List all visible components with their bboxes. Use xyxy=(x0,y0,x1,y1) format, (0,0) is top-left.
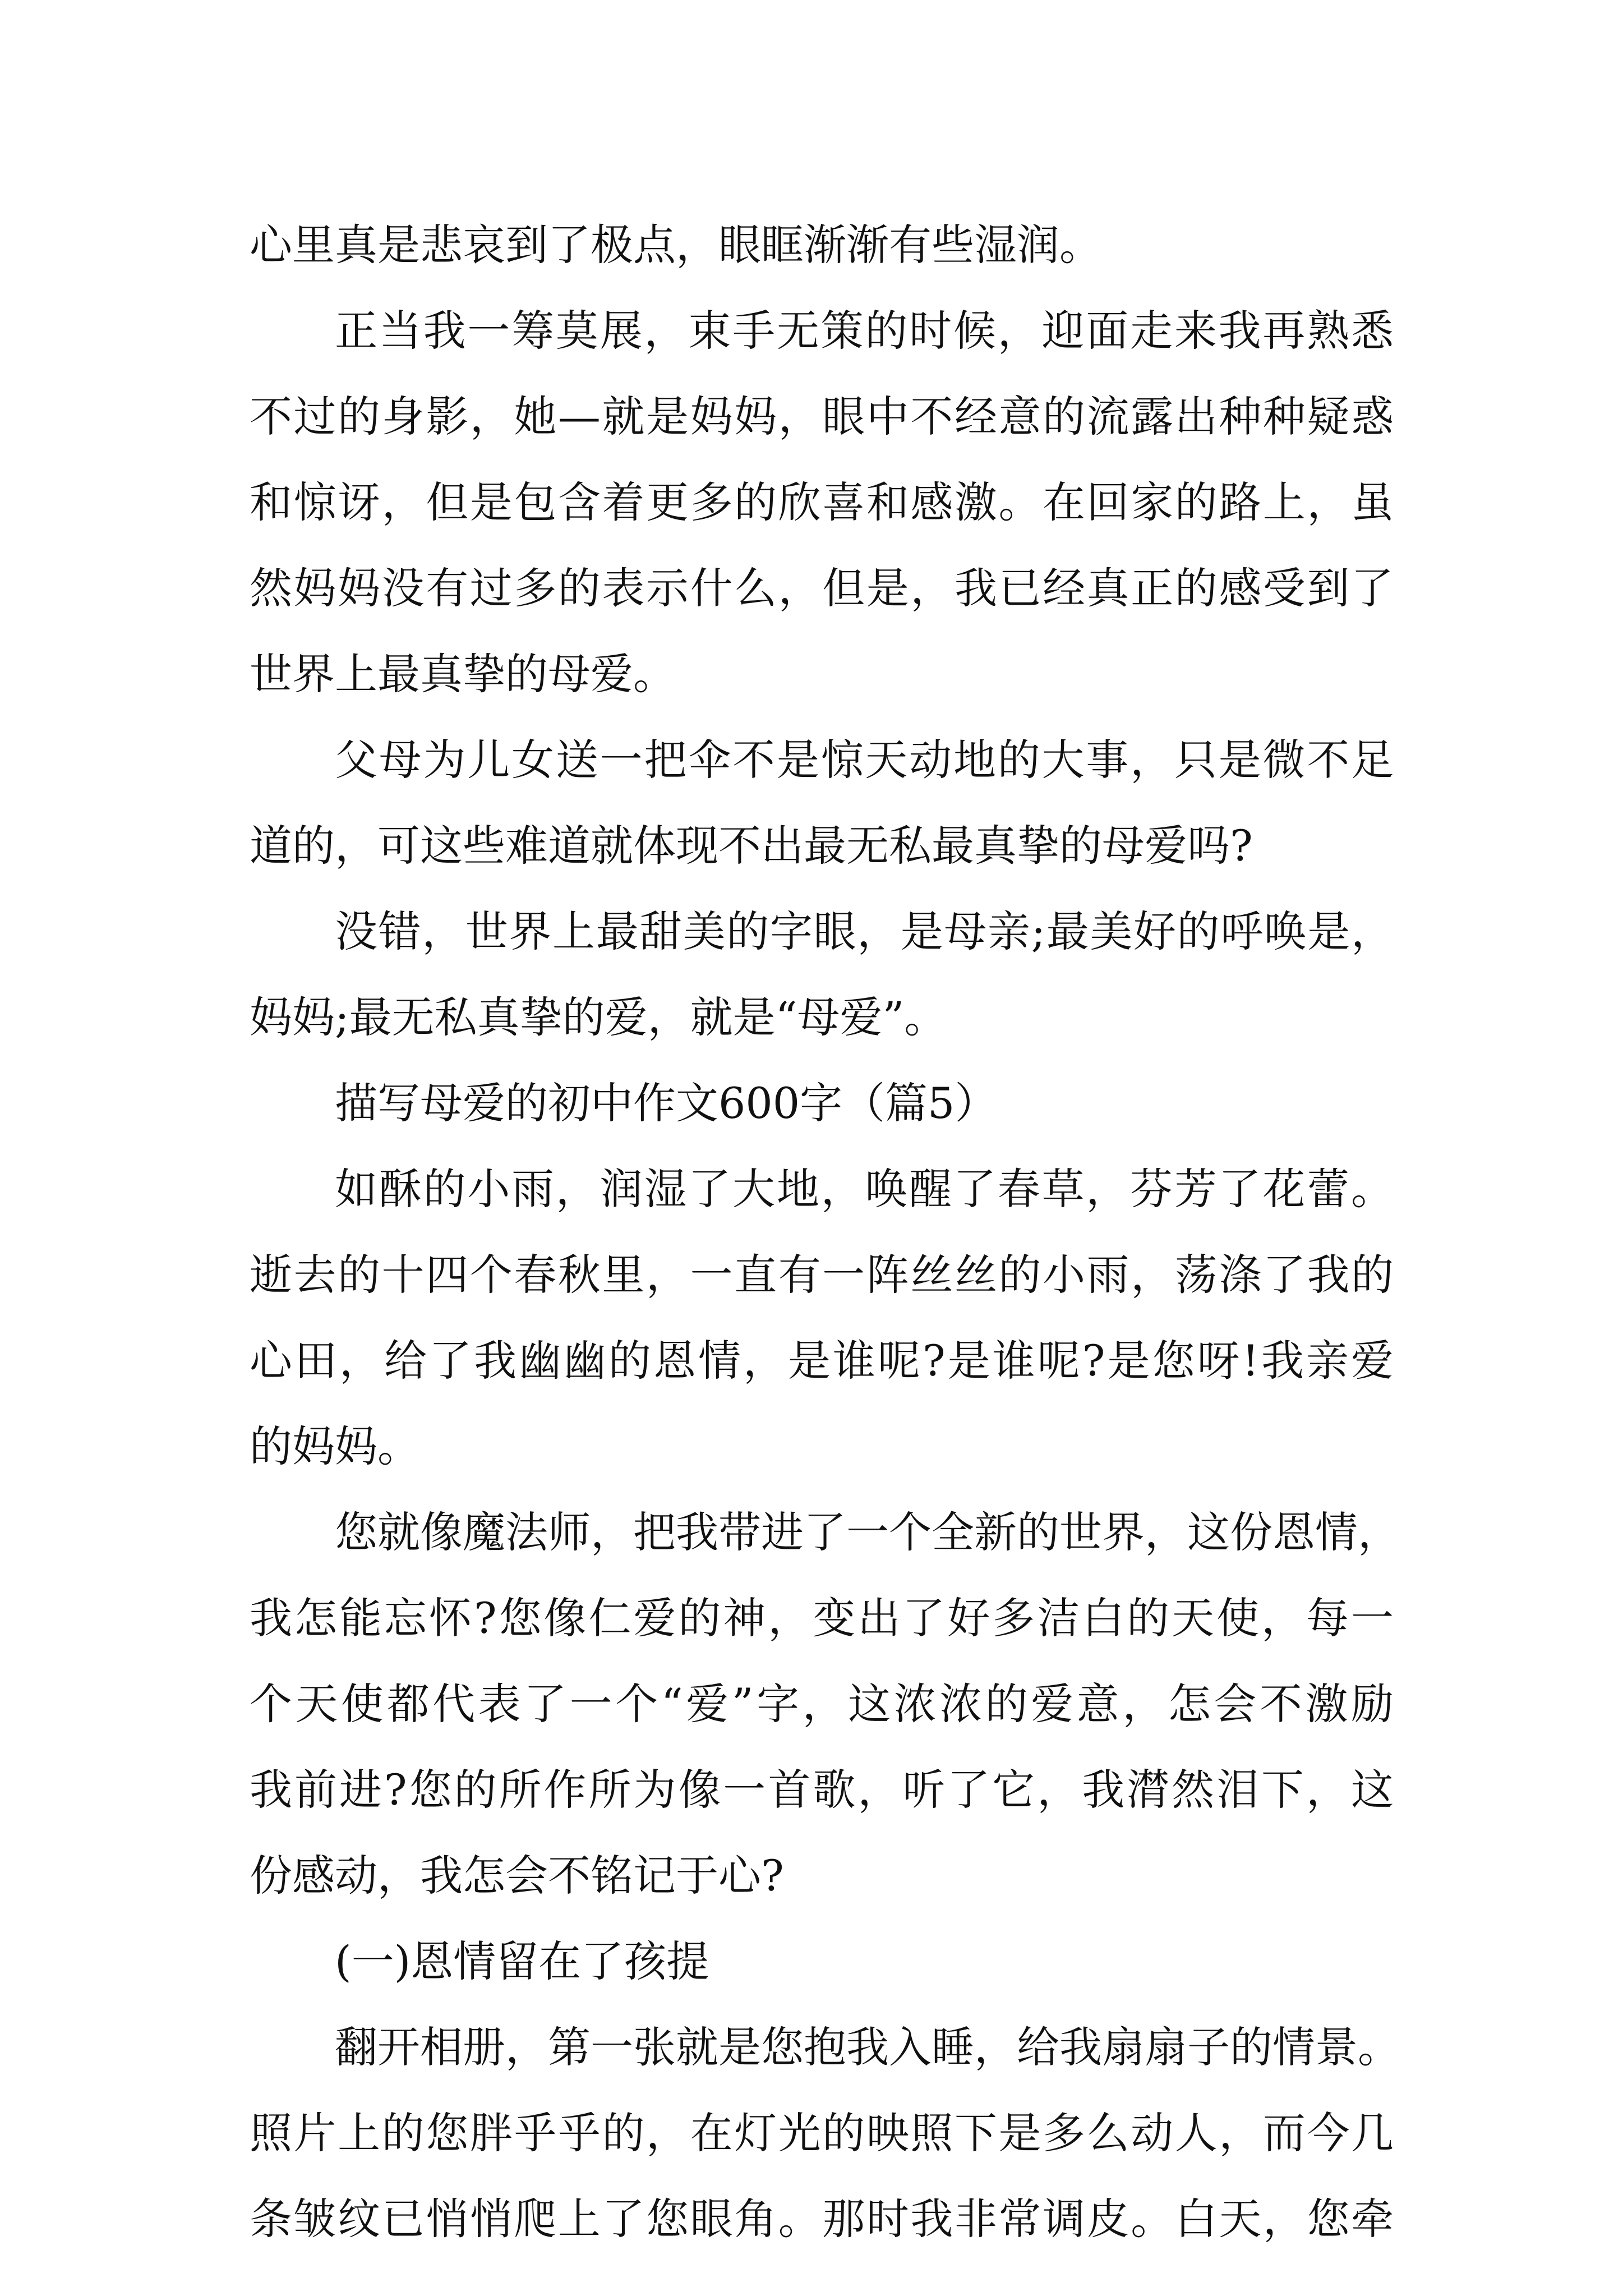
text-line: 心田，给了我幽幽的恩情，是谁呢?是谁呢?是您呀!我亲爱 xyxy=(250,1336,1394,1386)
body-text xyxy=(250,202,1400,2262)
paragraph-start-line: 翻开相册，第一张就是您抱我入睡，给我扇扇子的情景。 xyxy=(335,2022,1400,2072)
paragraph-start-line: 没错，世界上最甜美的字眼，是母亲;最美好的呼唤是， xyxy=(335,907,1394,956)
text-line: 逝去的十四个春秋里，一直有一阵丝丝的小雨，荡涤了我的 xyxy=(250,1250,1394,1300)
paragraph-start-line: 正当我一筹莫展，束手无策的时候，迎面走来我再熟悉 xyxy=(335,306,1394,356)
paragraph-start-line: 如酥的小雨，润湿了大地，唤醒了春草，芬芳了花蕾。 xyxy=(335,1164,1394,1214)
text-line: 的妈妈。 xyxy=(250,1421,420,1471)
text-line: 道的，可这些难道就体现不出最无私最真挚的母爱吗? xyxy=(250,821,1253,871)
text-line: 和惊讶，但是包含着更多的欣喜和感激。在回家的路上，虽 xyxy=(250,477,1394,527)
text-line: 妈妈;最无私真挚的爱，就是“母爱”。 xyxy=(250,992,947,1042)
subsection-heading: (一)恩情留在了孩提 xyxy=(335,1936,709,1986)
text-line: 世界上最真挚的母爱。 xyxy=(250,649,676,699)
paragraph-start-line: 您就像魔法师，把我带进了一个全新的世界，这份恩情， xyxy=(335,1507,1400,1557)
paragraph-start-line: 父母为儿女送一把伞不是惊天动地的大事，只是微不足 xyxy=(335,735,1394,785)
text-line: 我怎能忘怀?您像仁爱的神，变出了好多洁白的天使，每一 xyxy=(250,1593,1394,1643)
text-line: 照片上的您胖乎乎的，在灯光的映照下是多么动人，而今几 xyxy=(250,2108,1394,2158)
text-line: 然妈妈没有过多的表示什么，但是，我已经真正的感受到了 xyxy=(250,563,1394,613)
text-line: 条皱纹已悄悄爬上了您眼角。那时我非常调皮。白天，您牵 xyxy=(250,2194,1394,2244)
text-line: 心里真是悲哀到了极点，眼眶渐渐有些湿润。 xyxy=(250,220,1102,270)
text-line: 我前进?您的所作所为像一首歌，听了它，我潸然泪下，这 xyxy=(250,1765,1394,1815)
text-line: 不过的身影，她—就是妈妈，眼中不经意的流露出种种疑惑 xyxy=(250,392,1394,441)
section-heading: 描写母爱的初中作文600字（篇5） xyxy=(335,1078,998,1128)
text-line: 份感动，我怎会不铭记于心? xyxy=(250,1851,784,1901)
text-line: 个天使都代表了一个“爱”字，这浓浓的爱意，怎会不激励 xyxy=(250,1679,1394,1729)
